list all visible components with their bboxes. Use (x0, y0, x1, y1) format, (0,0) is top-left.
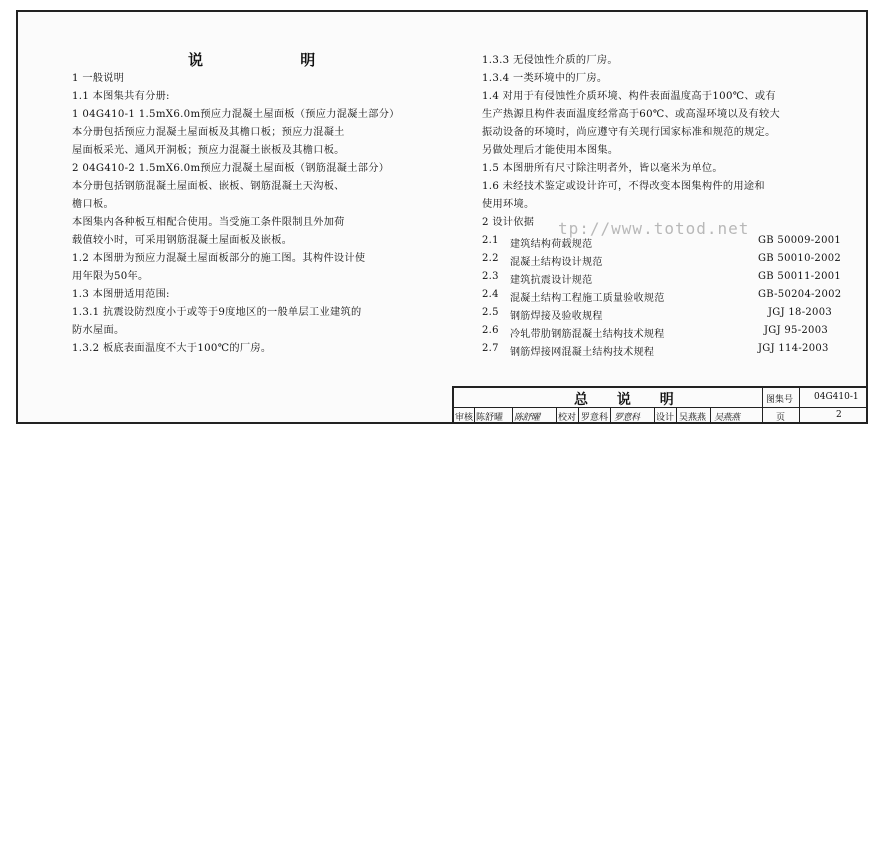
text-line: 1.5 本图册所有尺寸除注明者外，皆以毫米为单位。 (482, 163, 723, 174)
watermark: tp://www.totod.net (558, 219, 750, 238)
designer-signature: 吴燕燕 (714, 413, 740, 423)
text-line: 1.3.4 一类环境中的厂房。 (482, 73, 608, 84)
sheet-title: 总 说 明 (574, 392, 686, 408)
standard-code: JGJ 18-2003 (768, 307, 833, 318)
standard-name: 钢筋焊接及验收规程 (510, 311, 603, 322)
standard-name: 钢筋焊接网混凝土结构技术规程 (510, 347, 655, 358)
atlas-label: 图集号 (766, 395, 794, 405)
text-line: 2 设计依据 (482, 217, 535, 228)
standard-code: JGJ 114-2003 (758, 343, 829, 354)
text-line: 防水屋面。 (72, 325, 125, 336)
atlas-number: 04G410-1 (814, 392, 859, 402)
title-block (452, 386, 868, 424)
text-line: 1.2 本图册为预应力混凝土屋面板部分的施工图。其构件设计使 (72, 253, 366, 264)
text-line: 生产热源且构件表面温度经常高于60℃、或高湿环境以及有较大 (482, 109, 780, 120)
text-line: 1.3 本图册适用范围: (72, 289, 170, 300)
standard-code: GB 50010-2002 (758, 253, 842, 264)
text-line: 用年限为50年。 (72, 271, 149, 282)
checker-name: 罗意科 (581, 413, 609, 423)
standard-code: GB 50009-2001 (758, 235, 842, 246)
standard-num: 2.1 (482, 235, 499, 246)
standard-num: 2.4 (482, 289, 499, 300)
text-line: 本分册包括钢筋混凝土屋面板、嵌板、钢筋混凝土天沟板、 (72, 181, 345, 192)
designer-label: 设计 (656, 413, 675, 423)
text-line: 1 一般说明 (72, 73, 125, 84)
text-line: 2 04G410-2 1.5mX6.0m预应力混凝土屋面板（钢筋混凝土部分） (72, 163, 390, 174)
text-line: 檐口板。 (72, 199, 114, 210)
text-line: 使用环境。 (482, 199, 535, 210)
text-line: 本分册包括预应力混凝土屋面板及其檐口板；预应力混凝土 (72, 127, 345, 138)
standard-code: GB-50204-2002 (758, 289, 842, 300)
standard-name: 混凝土结构工程施工质量验收规范 (510, 293, 665, 304)
standard-num: 2.7 (482, 343, 499, 354)
standard-name: 建筑抗震设计规范 (510, 275, 593, 286)
standard-num: 2.2 (482, 253, 499, 264)
text-line: 屋面板采光、通风开洞板；预应力混凝土嵌板及其檐口板。 (72, 145, 345, 156)
page-number: 2 (836, 410, 842, 420)
standard-name: 冷轧带肋钢筋混凝土结构技术规程 (510, 329, 665, 340)
text-line: 本图集内各种板互相配合使用。当受施工条件限制且外加荷 (72, 217, 345, 228)
text-line: 1.1 本图集共有分册: (72, 91, 170, 102)
reviewer-signature: 陈舒曜 (514, 413, 540, 423)
reviewer-name: 陈舒曜 (476, 413, 504, 423)
standard-num: 2.3 (482, 271, 499, 282)
text-line: 载值较小时，可采用钢筋混凝土屋面板及嵌板。 (72, 235, 293, 246)
text-line: 1.3.2 板底表面温度不大于100℃的厂房。 (72, 343, 272, 354)
standard-num: 2.5 (482, 307, 499, 318)
text-line: 1.3.1 抗震设防烈度小于或等于9度地区的一般单层工业建筑的 (72, 307, 362, 318)
text-line: 1.4 对用于有侵蚀性介质环境、构件表面温度高于100℃、或有 (482, 91, 776, 102)
drawing-sheet (16, 10, 868, 424)
page-label: 页 (776, 413, 786, 423)
text-line: 1.6 未经技术鉴定或设计许可，不得改变本图集构件的用途和 (482, 181, 765, 192)
standard-code: JGJ 95-2003 (764, 325, 829, 336)
standard-num: 2.6 (482, 325, 499, 336)
page-title: 说 明 (188, 51, 362, 69)
text-line: 另做处理后才能使用本图集。 (482, 145, 619, 156)
standard-code: GB 50011-2001 (758, 271, 842, 282)
designer-name: 吴燕燕 (679, 413, 707, 423)
standard-name: 混凝土结构设计规范 (510, 257, 603, 268)
reviewer-label: 审核 (455, 413, 474, 423)
text-line: 1.3.3 无侵蚀性介质的厂房。 (482, 55, 618, 66)
checker-label: 校对 (558, 413, 577, 423)
text-line: 1 04G410-1 1.5mX6.0m预应力混凝土屋面板（预应力混凝土部分） (72, 109, 400, 120)
text-line: 振动设备的环境时，尚应遵守有关现行国家标准和规范的规定。 (482, 127, 776, 138)
checker-signature: 罗意科 (614, 413, 640, 423)
standard-name: 建筑结构荷载规范 (510, 239, 593, 250)
